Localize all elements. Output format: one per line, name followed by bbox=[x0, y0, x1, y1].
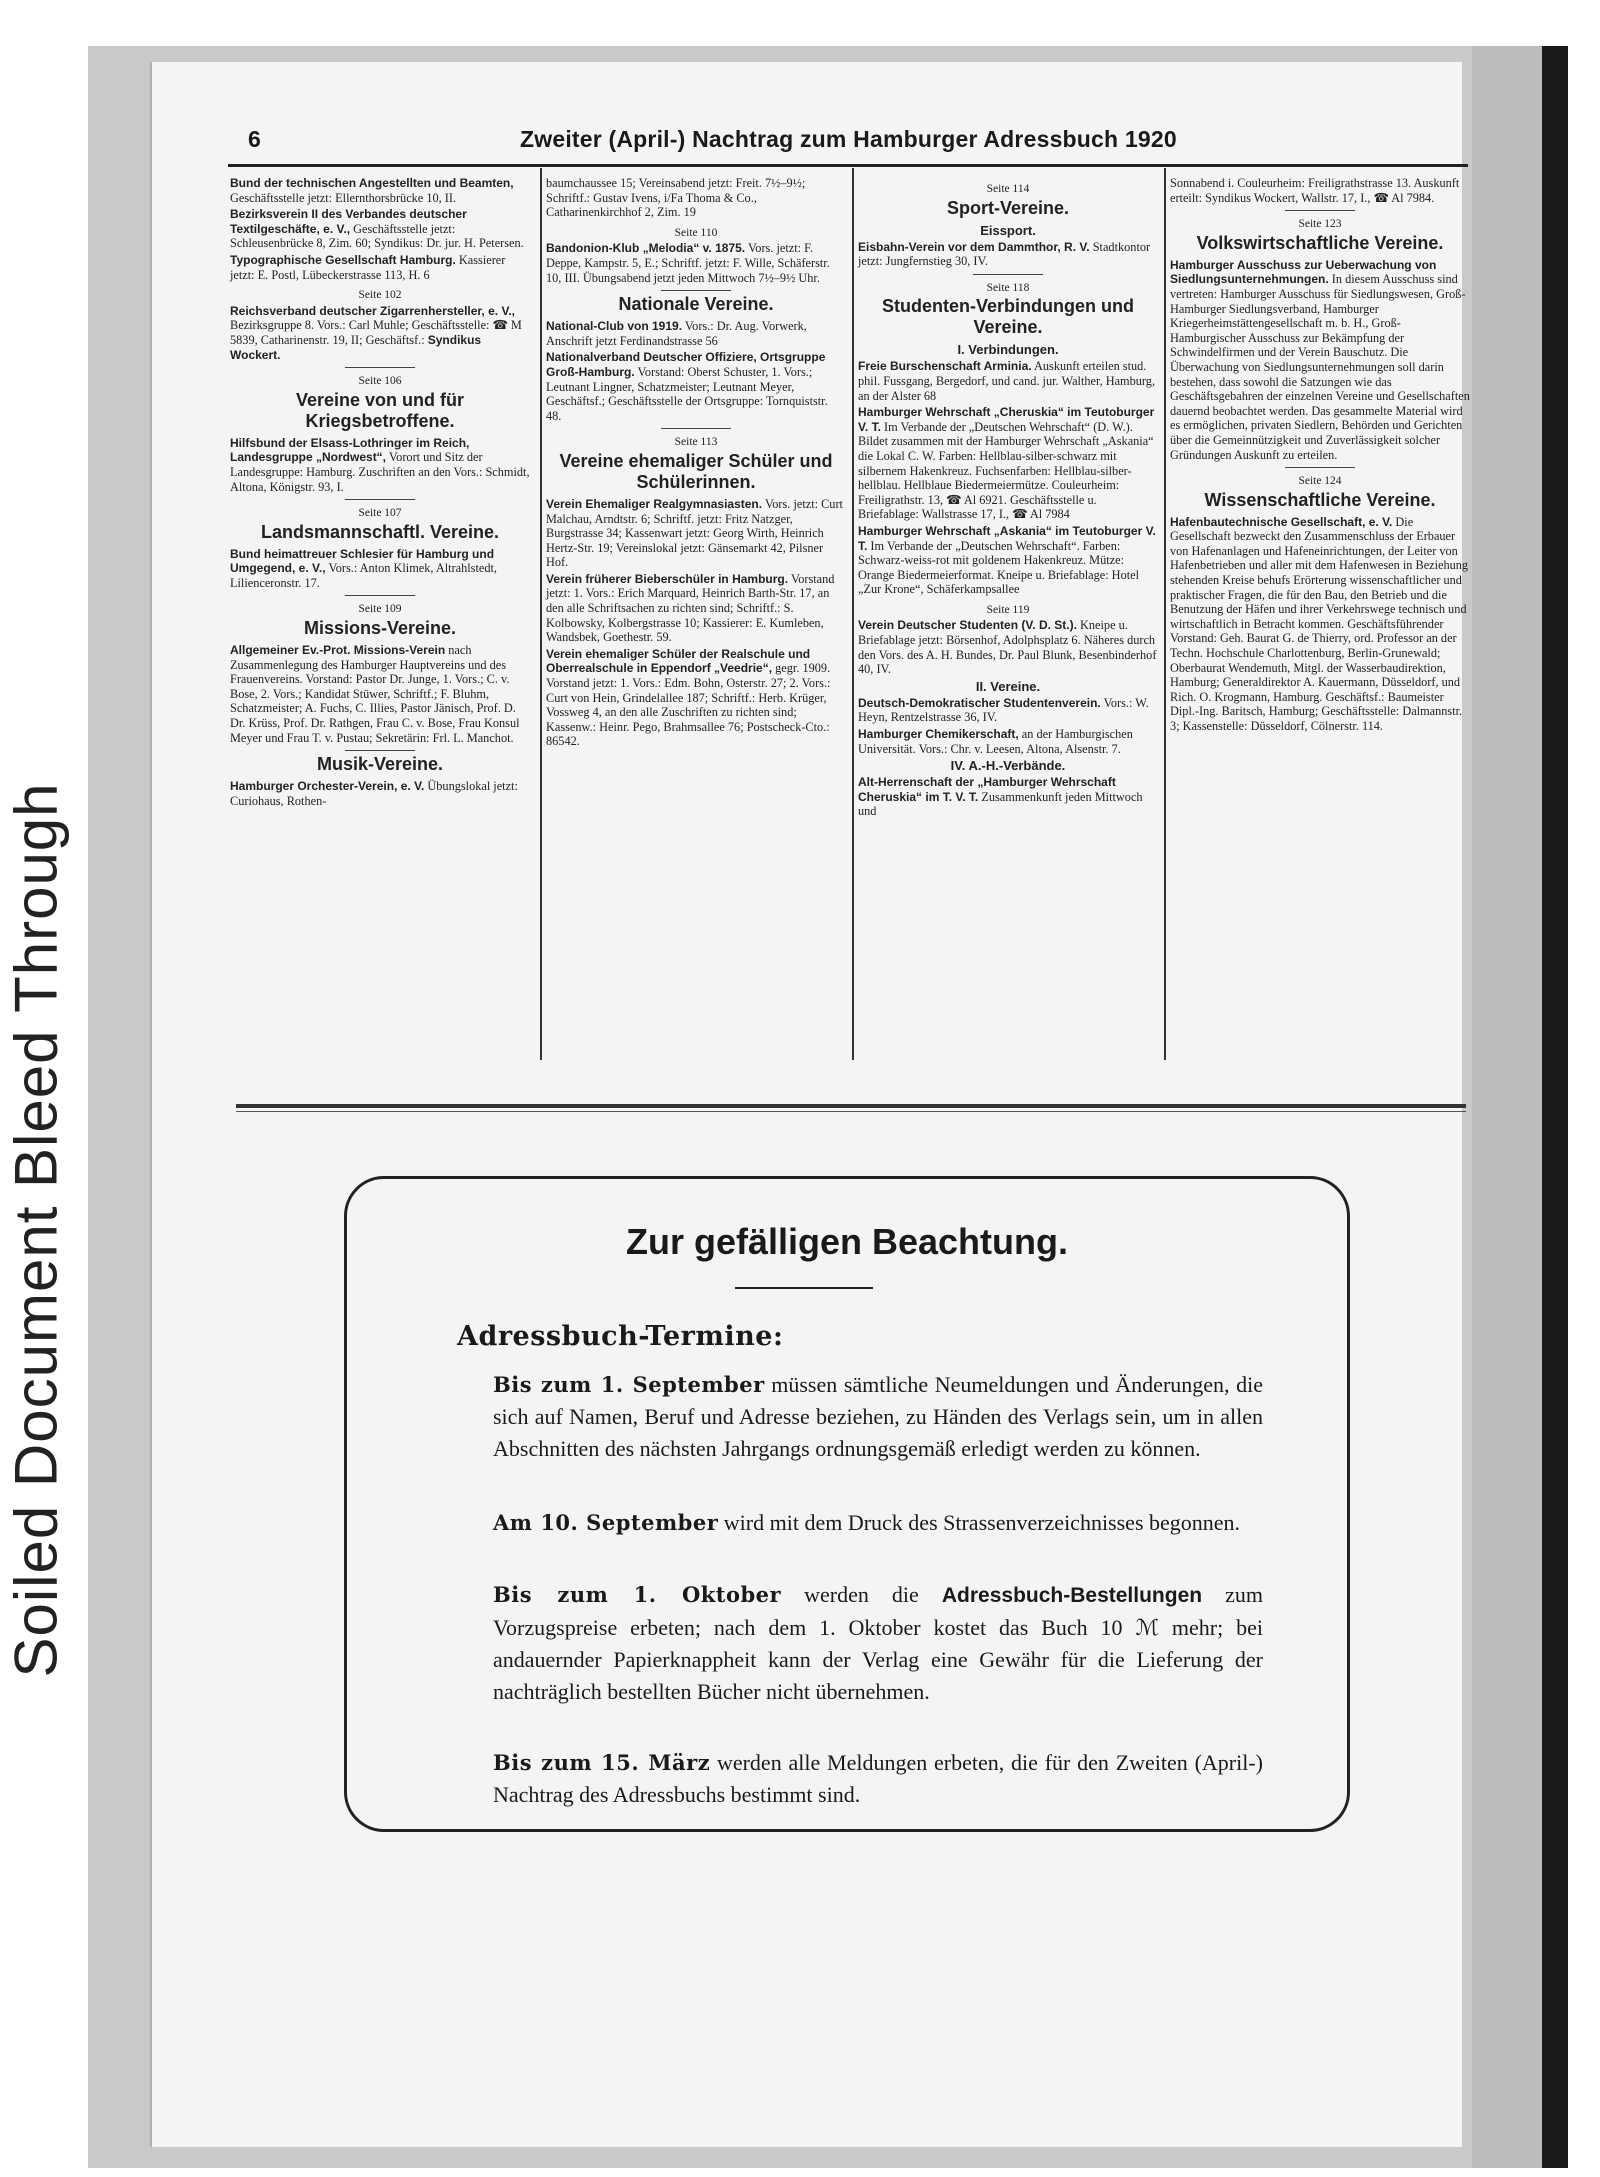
column-3 bbox=[858, 176, 1158, 821]
scan-shadow-band bbox=[1472, 46, 1542, 2168]
section-separator-thin bbox=[236, 1111, 1466, 1112]
entry-name: Allgemeiner Ev.-Prot. Missions-Verein bbox=[230, 643, 446, 658]
entry-name: Bezirksverein II des Verbandes deutscher Textilgeschäfte, e. V., bbox=[230, 207, 467, 236]
entry bbox=[546, 241, 846, 285]
entry-text: Vorort und Sitz der Landesgruppe: Hamburg. Zuschriften an den Vors.: Schmidt, Altona, Königstr. 93, I. bbox=[230, 450, 530, 494]
entry bbox=[546, 497, 846, 570]
section-heading: Wissenschaftliche Vereine. bbox=[1204, 489, 1436, 510]
page-reference: Seite 114 bbox=[986, 183, 1030, 195]
entry-name: Verein früherer Bieberschüler in Hamburg. bbox=[546, 571, 789, 586]
entry-name: Deutsch-Demokratischer Studentenverein. bbox=[858, 695, 1101, 710]
entry bbox=[858, 240, 1158, 269]
deadline-label: Bis zum 1. Oktober bbox=[493, 1582, 782, 1607]
page-reference: Seite 109 bbox=[358, 603, 402, 616]
entry bbox=[1170, 515, 1470, 734]
section-heading: Studenten-Verbindungen und Vereine. bbox=[882, 296, 1134, 338]
entry-name: Bund heimattreuer Schlesier für Hamburg und Umgegend, e. V., bbox=[230, 546, 495, 576]
deadline-text: müssen sämtliche Neumeldungen und Änderungen, die sich auf Namen, Beruf und Adresse beziehen, zu Händen des Verlags sein, um in allen Abschnitten des nächsten Jahrgangs ordnungsgemäß erledigt werden zu können. bbox=[493, 1372, 1263, 1461]
entry-text: Sonnabend i. Couleurheim: Freiligrathstrasse 13. Auskunft erteilt: Syndikus Wockert, Wallstr. 17, I., ☎ Al 7984. bbox=[1170, 176, 1460, 205]
entry-name: Hamburger Chemikerschaft, bbox=[858, 727, 1019, 742]
column-rule bbox=[540, 168, 542, 1060]
entry bbox=[230, 779, 530, 808]
entry-name: Syndikus Wockert. bbox=[230, 332, 482, 362]
scan-dark-edge bbox=[1542, 46, 1568, 2168]
entry-name: Typographische Gesellschaft Hamburg. bbox=[230, 252, 456, 267]
entry-text: Die Gesellschaft bezweckt den Zusammenschluss der Erbauer von Hafenanlagen und Hafeneinrichtungen, der Leiter von Hafenbetrieben und aller mit dem Hafenwesen in Beziehung stehenden Kreise behufs Erörterung wissenschaftlicher und praktischer Fragen, die für den Bau, den Betrieb und die Benutzung der Häfen und ihrer Verkehrswege technisch und wirtschaftlich in Betracht kommen. Geschäftsführender Vorstand: Geh. Baurat G. de Thierry, ord. Professor an der Techn. Hochschule Charlottenburg, Berlin-Grunewald; Oberbaurat Wendemuth, Mitgl. der Wasserbaudirektion, Hamburg; Generaldirektor A. Kauermann, Düsseldorf, und Rich. O. Krogmann, Hamburg. Geschäftsf.: Baumeister Dipl.-Ing. Baritsch, Hamburg; Geschäftsstelle: Dalmannstr. 3; Kassenstelle: Düsseldorf, Cölnerstr. 114. bbox=[1170, 514, 1469, 733]
notice-subtitle: Adressbuch-Termine: bbox=[457, 1321, 784, 1352]
entry bbox=[858, 618, 1158, 676]
entry-text: Auskunft erteilen stud. phil. Fussgang, Bergedorf, und cand. jur. Walther, Hamburg, an der Alster 68 bbox=[858, 359, 1156, 403]
entry-text: Geschäftsstelle jetzt: Ellernthorsbrücke 10, II. bbox=[230, 190, 457, 205]
page-reference: Seite 123 bbox=[1298, 218, 1342, 231]
subsection-heading: II. Vereine. bbox=[975, 678, 1041, 694]
deadline-label: Bis zum 1. September bbox=[493, 1372, 765, 1397]
notice-paragraph bbox=[493, 1747, 1263, 1811]
page-reference: Seite 110 bbox=[674, 226, 718, 239]
entry-text: Bezirksgruppe 8. Vors.: Carl Muhle; Geschäftsstelle: ☎ M 5839, Catharinenstr. 19, II; Geschäftsf.: bbox=[230, 318, 522, 347]
deadline-label: Bis zum 15. März bbox=[493, 1750, 711, 1775]
entry bbox=[858, 696, 1158, 725]
column-rule bbox=[852, 168, 854, 1060]
page-number: 6 bbox=[248, 126, 261, 152]
entry-name: Reichsverband deutscher Zigarrenhersteller, e. V., bbox=[230, 303, 516, 318]
section-heading: Volkswirtschaftliche Vereine. bbox=[1196, 232, 1444, 253]
deadline-text: wird mit dem Druck des Strassenverzeichnisses begonnen. bbox=[718, 1510, 1241, 1535]
entry bbox=[230, 436, 530, 494]
entry bbox=[858, 775, 1158, 819]
entry bbox=[230, 253, 530, 282]
entry-text: an der Hamburgischen Universität. Vors.: Chr. v. Leesen, Altona, Alsenstr. 7. bbox=[858, 727, 1133, 756]
page-reference: Seite 107 bbox=[358, 507, 402, 520]
page-header bbox=[240, 122, 1470, 162]
subsection-heading: IV. A.-H.-Verbände. bbox=[950, 758, 1066, 774]
page-reference: Seite 124 bbox=[1298, 475, 1342, 488]
entry-text: Geschäftsstelle jetzt: Schleusenbrücke 8, Zim. 60; Syndikus: Dr. jur. H. Petersen. bbox=[230, 221, 524, 251]
entry bbox=[230, 304, 530, 362]
entry bbox=[230, 207, 530, 251]
entry-name: Bandonion-Klub „Melodia“ v. 1875. bbox=[546, 241, 746, 256]
entry bbox=[546, 572, 846, 645]
notice-paragraph bbox=[493, 1507, 1263, 1539]
entry-name: Verein Deutscher Studenten (V. D. St.). bbox=[858, 618, 1077, 633]
entry bbox=[230, 643, 530, 745]
section-divider bbox=[1285, 467, 1355, 468]
entry-name: Alt-Herrenschaft der „Hamburger Wehrschaft Cheruskia“ im T. V. T. bbox=[858, 775, 1116, 804]
notice-paragraph bbox=[493, 1579, 1263, 1708]
entry-name: Hamburger Orchester-Verein, e. V. bbox=[230, 779, 425, 794]
entry bbox=[546, 647, 846, 749]
entry-name: National-Club von 1919. bbox=[546, 319, 683, 334]
page-reference: Seite 118 bbox=[986, 281, 1030, 294]
section-divider bbox=[345, 499, 415, 500]
entry-text: nach Zusammenlegung des Hamburger Hauptvereins und des Frauenvereins. Vorstand: Pastor Dr. Junge, 1. Vors.; C. v. Bose, 2. Vors.; Kandidat Stüwer, Schriftf.; F. Bluhm, Schatzmeister; A. Fuchs, C. Illies, Pastor Jänisch, Prof. D. Dr. Krüss, Prof. Dr. Rathgen, Frau C. v. Bose, Frau Konsul Meyer und Frau T. v. Pustau; Sekretärin: Frl. L. Manchot. bbox=[230, 643, 520, 745]
entry-text: Vorstand jetzt: 1. Vors.: Erich Marquard, Heinrich Barth-Str. 17, an den alle Schriftsachen zu richten sind; Schriftf.: S. Kolbowsky, Kolbergstrasse 10; Kassierer: E. Kumleben, Wandsbek, Goethestr. 59. bbox=[546, 571, 835, 645]
section-heading: Missions-Vereine. bbox=[303, 618, 457, 639]
notice-paragraph bbox=[493, 1369, 1263, 1465]
entry bbox=[546, 319, 846, 348]
entry-text: Übungslokal jetzt: Curiohaus, Rothen- bbox=[230, 779, 518, 808]
entry bbox=[546, 176, 846, 220]
entry bbox=[230, 547, 530, 591]
side-stamp bbox=[0, 640, 72, 1820]
entry-text: Vors.: Dr. Aug. Vorwerk, Anschrift jetzt Ferdinandstrasse 56 bbox=[546, 319, 807, 348]
entry-name: Bund der technischen Angestellten und Beamten, bbox=[230, 176, 514, 190]
notice-title-rule bbox=[735, 1287, 873, 1289]
section-divider bbox=[345, 595, 415, 596]
entry bbox=[546, 350, 846, 423]
entry-name: Hamburger Wehrschaft „Askania“ im Teutoburger V. T. bbox=[858, 523, 1156, 553]
column-1 bbox=[230, 176, 530, 810]
entry-name: Freie Burschenschaft Arminia. bbox=[858, 359, 1032, 374]
section-heading: Vereine von und für Kriegsbetroffene. bbox=[295, 389, 465, 431]
column-rule bbox=[1164, 168, 1166, 1060]
entry-text: Vors. jetzt: Curt Malchau, Arndtstr. 6; Schriftf. jetzt: Fritz Natzger, Burgstrasse 34; Kassenwart jetzt: Georg Wirth, Heinrich Hertz-Str. 19; Vereinslokal jetzt: Gänsemarkt 42, Pilsner Hof. bbox=[546, 496, 843, 570]
entry-text: Kassierer jetzt: E. Postl, Lübeckerstrasse 113, H. 6 bbox=[230, 252, 506, 282]
entry-text: Stadtkontor jetzt: Jungfernstieg 30, IV. bbox=[858, 239, 1151, 269]
page-reference: Seite 119 bbox=[986, 603, 1030, 616]
column-2 bbox=[546, 176, 846, 751]
entry-text: Zusammenkunft jeden Mittwoch und bbox=[858, 789, 1143, 819]
entry-name: Verein ehemaliger Schüler der Realschule und Oberrealschule in Eppendorf „Veedrie“, bbox=[546, 646, 811, 676]
deadline-text: werden alle Meldungen erbeten, die für den Zweiten (April-) Nachtrag des Adressbuchs bestimmt sind. bbox=[493, 1750, 1263, 1807]
entry-text: Im Verbande der „Deutschen Wehrschaft“ (D. W.). Bildet zusammen mit der Hamburger Wehrschaft „Askania“ die Lokal C. W. Farben: Hellblau-silber-schwarz mit silbernem Hakenkreuz. Fuchsenfarben: Hellblau-silber-hellblau. Hellblaue Biedermeiermütze. Couleurheim: Freiligrathstr. 13, ☎ Al 6921. Geschäftsstelle u. Briefablage: Wallstrasse 17, I., ☎ Al 7984 bbox=[858, 419, 1154, 522]
entry bbox=[1170, 258, 1470, 462]
entry-name: Hilfsbund der Elsass-Lothringer im Reich, Landesgruppe „Nordwest“, bbox=[230, 435, 470, 465]
section-heading: Musik-Vereine. bbox=[316, 754, 444, 775]
page-reference: Seite 102 bbox=[358, 289, 402, 302]
section-divider bbox=[661, 428, 731, 429]
section-heading: Vereine ehemaliger Schüler und Schülerinnen. bbox=[559, 450, 833, 492]
side-stamp-text: Soiled Document Bleed Through bbox=[2, 782, 70, 1678]
deadline-text: werden die bbox=[781, 1582, 942, 1607]
entry-text: Kneipe u. Briefablage jetzt: Börsenhof, Adolphsplatz 6. Näheres durch den Vors. des A. H. Bundes, Dr. Paul Blunk, Besenbinderhof 40, IV. bbox=[858, 618, 1157, 677]
header-rule bbox=[228, 164, 1468, 167]
entry-name: Hafenbautechnische Gesellschaft, e. V. bbox=[1170, 514, 1393, 529]
section-divider bbox=[345, 367, 415, 368]
entry-text: Vors.: Anton Klimek, Altrahlstedt, Lilienceronstr. 17. bbox=[230, 561, 497, 590]
entry bbox=[858, 405, 1158, 522]
notice-title: Zur gefälligen Beachtung. bbox=[625, 1221, 1069, 1262]
entry-text: Im Verbande der „Deutschen Wehrschaft“. Farben: Schwarz-weiss-rot mit goldenem Hakenkreuz. Mütze: Orange Biedermeierformat. Kneipe u. Briefablage: Hotel „Zur Krone“, Schäferkampsallee bbox=[858, 538, 1140, 597]
section-heading: Landsmannschaftl. Vereine. bbox=[260, 521, 500, 542]
column-4 bbox=[1170, 176, 1470, 736]
section-divider bbox=[345, 750, 415, 751]
entry-text: Vorstand: Oberst Schuster, 1. Vors.; Leutnant Lingner, Schatzmeister; Leutnant Meyer, Geschäftsf.; Geschäftsstelle der Ortsgruppe: Tornquiststr. 48. bbox=[546, 364, 828, 423]
entry-text: gegr. 1909. Vorstand jetzt: 1. Vors.: Edm. Bohn, Osterstr. 27; 2. Vors.: Curt von Hein, Grindelallee 187; Schriftf.: Herb. Krüger, Vossweg 4, an den alle Zuschriften zu richten sind; Kassenw.: Heinr. Pego, Brahmsallee 76; Postscheck-Cto.: 86542. bbox=[546, 661, 831, 749]
deadline-text: zum Vorzugspreise erbeten; nach dem 1. Oktober kostet das Buch 10 ℳ mehr; bei andauernder Papierknappheit kann der Verlag eine Gewähr für die Lieferung der nachträglich bestellten Bücher nicht übernehmen. bbox=[493, 1582, 1263, 1704]
notice-box bbox=[344, 1176, 1350, 1832]
entry bbox=[1170, 176, 1470, 205]
entry-name: Verein Ehemaliger Realgymnasiasten. bbox=[546, 496, 763, 511]
section-heading: Sport-Vereine. bbox=[946, 197, 1070, 218]
entry bbox=[858, 727, 1158, 756]
entry-name: Hamburger Ausschuss zur Ueberwachung von Siedlungsunternehmungen. bbox=[1170, 257, 1437, 287]
section-heading: Nationale Vereine. bbox=[618, 294, 774, 315]
deadline-label: Am 10. September bbox=[493, 1510, 719, 1535]
section-divider bbox=[973, 274, 1043, 275]
entry-name: Nationalverband Deutscher Offiziere, Ortsgruppe Groß-Hamburg. bbox=[546, 350, 826, 379]
page-title: Zweiter (April-) Nachtrag zum Hamburger Adressbuch 1920 bbox=[520, 126, 1177, 152]
section-separator bbox=[236, 1104, 1466, 1108]
entry bbox=[230, 176, 530, 205]
entry-text: Vors. jetzt: F. Deppe, Kampstr. 5, E.; Schriftf. jetzt: F. Wille, Schäferstr. 10, III. Übungsabend jetzt jeden Mittwoch 7½–9½ Uhr. bbox=[546, 241, 830, 285]
entry-text: Vors.: W. Heyn, Rentzelstrasse 36, IV. bbox=[858, 695, 1149, 725]
subsection-heading: Eissport. bbox=[980, 222, 1036, 238]
entry-name: Hamburger Wehrschaft „Cheruskia“ im Teutoburger V. T. bbox=[858, 405, 1155, 434]
subsection-heading: I. Verbindungen. bbox=[957, 342, 1059, 358]
order-label: Adressbuch-Bestellungen bbox=[941, 1584, 1203, 1607]
entry bbox=[858, 359, 1158, 403]
page-reference: Seite 113 bbox=[674, 436, 718, 449]
page-reference: Seite 106 bbox=[358, 375, 402, 388]
entry bbox=[858, 524, 1158, 597]
section-divider bbox=[661, 290, 731, 291]
entry-name: Eisbahn-Verein vor dem Dammthor, R. V. bbox=[858, 239, 1090, 254]
entry-text: In diesem Ausschuss sind vertreten: Hamburger Ausschuss für Siedlungswesen, Groß-Hamburger Siedlungsverband, Hamburger Kriegerheimstättengesellschaft m. b. H., Groß-Hamburgischer Ausschuss zur Bekämpfung der Schwindelfirmen und der Verein Bauschutz. Die Überwachung von Siedlungsunternehmungen soll darin bestehen, dass sowohl die Satzungen wie das Geschäftsgebahren der einzelnen Vereine und Gesellschaften dauernd beobachtet werden. Das gesammelte Material wird es ermöglichen, privaten Siedlern, Behörden und Gerichten über die Gemeinnützigkeit und Zuverlässigkeit solcher Gründungen Auskunft zu erteilen. bbox=[1170, 272, 1470, 462]
section-divider bbox=[1285, 210, 1355, 211]
entry-text: baumchaussee 15; Vereinsabend jetzt: Freit. 7½–9½; Schriftf.: Gustav Ivens, i/Fa Thoma & Co., Catharinenkirchhof 2, Zim. 19 bbox=[546, 176, 806, 220]
